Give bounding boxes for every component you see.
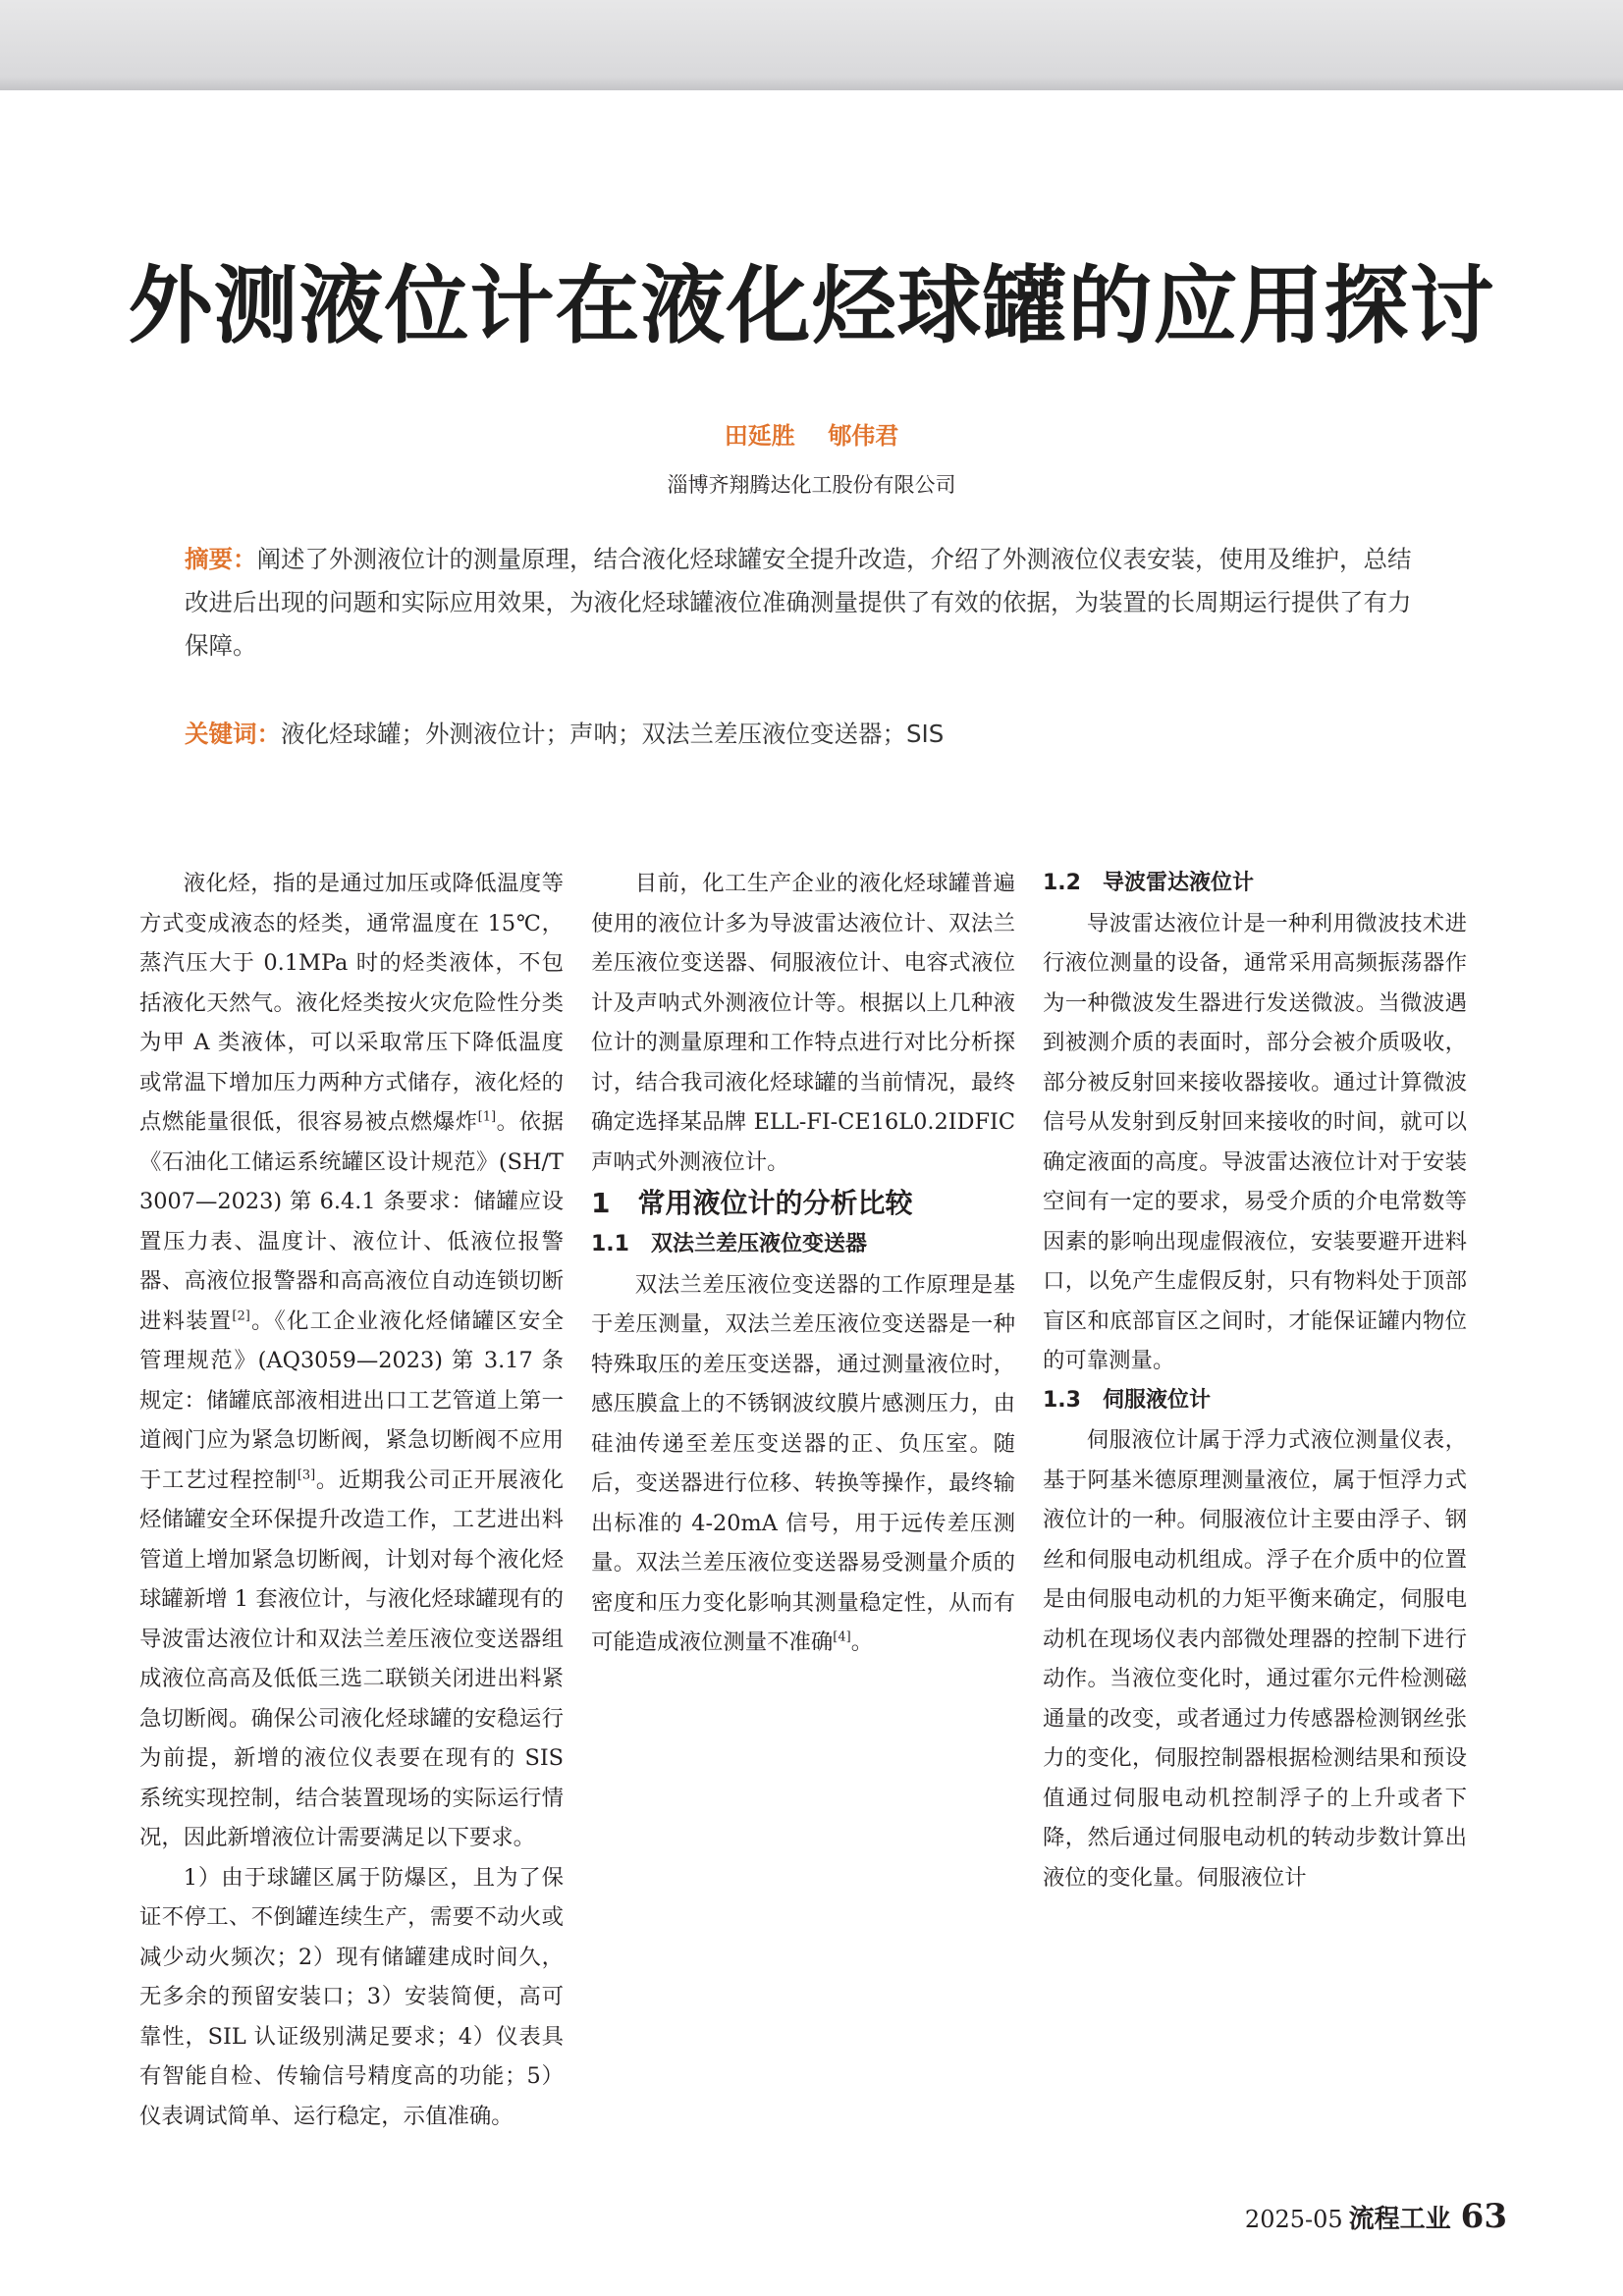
section-heading-1-1: 1.1 双法兰差压液位变送器 xyxy=(591,1232,867,1256)
reference-marker: [4] xyxy=(833,1629,851,1645)
section-heading-1-2: 1.2 导波雷达液位计 xyxy=(1043,871,1254,895)
paragraph-dual-flange xyxy=(591,1265,1015,1663)
reference-marker: [3] xyxy=(297,1468,316,1483)
article-title: 外测液位计在液化烃球罐的应用探讨 xyxy=(128,257,1495,355)
page-number: 63 xyxy=(1460,2197,1507,2236)
keywords-text: 液化烃球罐；外测液位计；声呐；双法兰差压液位变送器；SIS xyxy=(281,720,945,748)
paragraph-text: 双法兰差压液位变送器的工作原理是基于差压测量，双法兰差压液位变送器是一种特殊取压的差压变送器，通过测量液位时，感压膜盒上的不锈钢波纹膜片感测压力，由硅油传递至差压变送器的正、负压室。随后，变送器进行位移、转换等操作，最终输出标准的 4-20mA 信号，用于远传差压测量。双法兰差压液位变送器易受测量介质的密度和压力变化影响其测量稳定性，从而有可能造成液位测量不准确 xyxy=(591,1271,1015,1655)
page-footer xyxy=(1245,2197,1507,2236)
paragraph-intro xyxy=(139,864,564,1858)
paragraph-guided-radar: 导波雷达液位计是一种利用微波技术进行液位测量的设备，通常采用高频振荡器作为一种微波发生器进行发送微波。当微波遇到被测介质的表面时，部分会被介质吸收，部分被反射回来接收器接收。通过计算微波信号从发射到反射回来接收的时间，就可以确定液面的高度。导波雷达液位计对于安装空间有一定的要求，易受介质的介电常数等因素的影响出现虚假液位，安装要避开进料口，以免产生虚假反射，只有物料处于顶部盲区和底部盲区之间时，才能保证罐内物位的可靠测量。 xyxy=(1043,910,1467,1373)
reference-marker: [1] xyxy=(477,1109,497,1125)
paragraph-text: 液化烃，指的是通过加压或降低温度等方式变成液态的烃类，通常温度在 15℃，蒸汽压大于 0.1MPa 时的烃类液体，不包括液化天然气。液化烃类按火灾危险性分类为甲 A 类液体，可以采取常压下降低温度或常温下增加压力两种方式储存，液化烃的点燃能量很低，很容易被点燃爆炸 xyxy=(139,871,564,1135)
abstract-text: 阐述了外测液位计的测量原理，结合液化烃球罐安全提升改造，介绍了外测液位仪表安装，使用及维护，总结改进后出现的问题和实际应用效果，为液化烃球罐液位准确测量提供了有效的依据，为装置的长周期运行提供了有力保障。 xyxy=(185,545,1412,660)
section-heading-1-3: 1.3 伺服液位计 xyxy=(1043,1387,1211,1413)
paragraph-text: 。 xyxy=(850,1629,874,1655)
paragraph-servo: 伺服液位计属于浮力式液位测量仪表，基于阿基米德原理测量液位，属于恒浮力式液位计的一种。伺服液位计主要由浮子、钢丝和伺服电动机组成。浮子在介质中的位置是由伺服电动机的力矩平衡来确定，伺服电动机在现场仪表内部微处理器的控制下进行动作。当液位变化时，通过霍尔元件检测磁通量的改变，或者通过力传感器检测钢丝张力的变化，伺服控制器根据检测结果和预设值通过伺服电动机控制浮子的上升或者下降，然后通过伺服电动机的转动步数计算出液位的变化量。伺服液位计 xyxy=(1043,1427,1467,1891)
body-column-1 xyxy=(139,864,564,2136)
keywords xyxy=(185,713,1426,756)
abstract xyxy=(185,538,1426,667)
paragraph-text: 。《化工企业液化烃储罐区安全管理规范》(AQ3059—2023) 第 3.17 条规定：储罐底部液相进出口工艺管道上第一道阀门应为紧急切断阀，紧急切断阀不应用于工艺过程控制 xyxy=(139,1308,565,1493)
paragraph-requirements: 1）由于球罐区属于防爆区，且为了保证不停工、不倒罐连续生产，需要不动火或减少动火频次；2）现有储罐建成时间久，无多余的预留安装口；3）安装简便，高可靠性，SIL 认证级别满足要求；4）仪表具有智能自检、传输信号精度高的功能；5）仪表调试简单、运行稳定，示值准确。 xyxy=(139,1864,564,2129)
issue-date: 2025-05 xyxy=(1244,2206,1343,2233)
section-heading-1: 1 常用液位计的分析比较 xyxy=(591,1187,913,1219)
keywords-label: 关键词： xyxy=(185,720,281,748)
body-column-3 xyxy=(1043,864,1467,1897)
article-authors: 田延胜 郇伟君 xyxy=(724,422,899,450)
journal-name: 流程工业 xyxy=(1348,2205,1451,2234)
paragraph-selection: 目前，化工生产企业的液化烃球罐普遍使用的液位计多为导波雷达液位计、双法兰差压液位变送器、伺服液位计、电容式液位计及声呐式外测液位计等。根据以上几种液位计的测量原理和工作特点进行对比分析探讨，结合我司液化烃球罐的当前情况，最终确定选择某品牌 ELL-FI-CE16L0.2IDFIC 声呐式外测液位计。 xyxy=(591,871,1015,1175)
page-top-band xyxy=(0,0,1623,90)
body-column-2 xyxy=(591,864,1015,1663)
paragraph-text: 。依据《石油化工储运系统罐区设计规范》(SH/T3007—2023) 第 6.4.1 条要求：储罐应设置压力表、温度计、液位计、低液位报警器、高液位报警器和高高液位自动连锁切断进料装置 xyxy=(139,1109,565,1334)
abstract-label: 摘要： xyxy=(185,545,257,573)
paragraph-text: 。近期我公司正开展液化烃储罐安全环保提升改造工作，工艺进出料管道上增加紧急切断阀，计划对每个液化烃球罐新增 1 套液位计，与液化烃球罐现有的导波雷达液位计和双法兰差压液位变送器组成液位高高及低低三选二联锁关闭进出料紧急切断阀。确保公司液化烃球罐的安稳运行为前提，新增的液位仪表要在现有的 SIS 系统实现控制，结合装置现场的实际运行情况，因此新增液位计需要满足以下要求。 xyxy=(139,1467,565,1850)
article-affiliation: 淄博齐翔腾达化工股份有限公司 xyxy=(667,473,956,497)
reference-marker: [2] xyxy=(232,1308,250,1324)
